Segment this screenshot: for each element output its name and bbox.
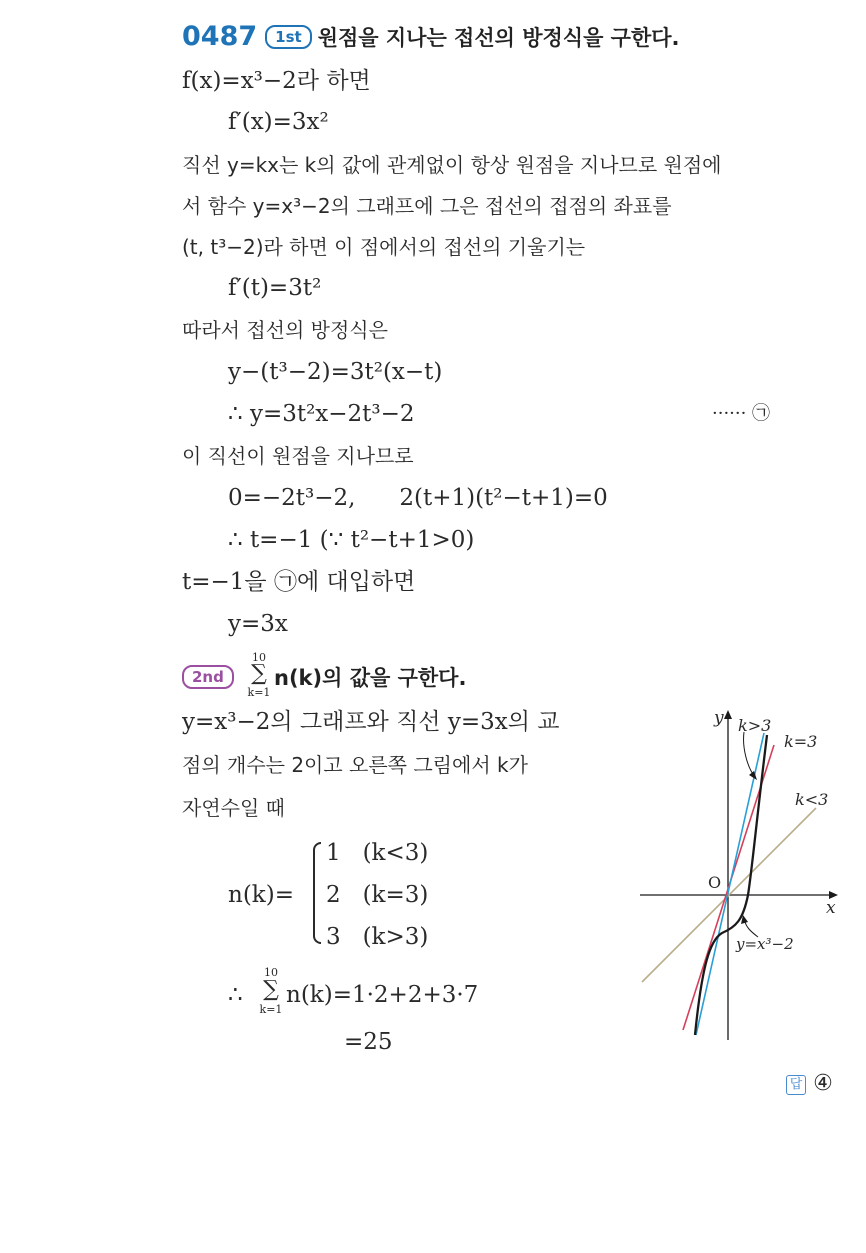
final-sum-bottom: k=1 (259, 1003, 283, 1016)
x-axis-label: x (826, 898, 836, 918)
step1-heading: 원점을 지나는 접선의 방정식을 구한다. (317, 26, 680, 50)
case-1: 1 (k<3) (326, 840, 429, 866)
y-axis-label: y (714, 708, 724, 728)
line-tangent-desc-1: 직선 y=kx는 k의 값에 관계없이 항상 원점을 지나므로 원점에 (182, 153, 722, 177)
tangent-graph (640, 705, 840, 1040)
line-substitute: t=−1을 ㉠에 대입하면 (182, 569, 416, 595)
label-k-gt-3: k>3 (738, 716, 772, 735)
line-result-3x: y=3x (228, 611, 288, 637)
label-k-eq-3: k=3 (784, 732, 818, 751)
step2-header (182, 663, 240, 693)
cases-brace (313, 842, 321, 944)
case-3: 3 (k>3) (326, 924, 429, 950)
label-k-lt-3: k<3 (795, 790, 829, 809)
curve-label: y=x³−2 (736, 935, 794, 953)
line-tangent-eq: y−(t³−2)=3t²(x−t) (228, 359, 443, 385)
answer-value: ④ (813, 1071, 833, 1096)
line-k-gt-3 (696, 733, 764, 1035)
answer (786, 1068, 834, 1098)
step2-sum-bottom: k=1 (247, 686, 271, 699)
line-fprime-t: f′(t)=3t² (228, 275, 322, 301)
line-therefore-eq: 따라서 접선의 방정식은 (182, 318, 388, 342)
answer-icon: 답 (786, 1075, 806, 1095)
step1-badge: 1st (265, 25, 312, 49)
pointer-k-gt (744, 732, 755, 777)
line-cubic-eq: 0=−2t³−2, 2(t+1)(t²−t+1)=0 (228, 485, 608, 511)
case-2: 2 (k=3) (326, 882, 429, 908)
step2-line-1: y=x³−2의 그래프와 직선 y=3x의 교 (182, 709, 560, 735)
final-expression: n(k)=1·2+2+3·7 (286, 982, 479, 1008)
final-sum-top: 10 (264, 966, 278, 979)
step2-sum-top: 10 (252, 651, 266, 664)
problem-number: 0487 (182, 21, 258, 52)
line-fx: f(x)=x³−2라 하면 (182, 68, 371, 94)
final-therefore: ∴ (228, 982, 243, 1008)
line-t-value: ∴ t=−1 (∵ t²−t+1>0) (228, 527, 475, 553)
final-sum-sign: ∑ (263, 977, 279, 1002)
step2-line-3: 자연수일 때 (182, 796, 285, 820)
step2-badge: 2nd (182, 665, 234, 689)
origin-label: O (708, 873, 722, 892)
equation-marker: ······ ㉠ (712, 403, 771, 424)
step2-heading: n(k)의 값을 구한다. (274, 666, 467, 690)
step2-sum-sign: ∑ (251, 661, 267, 686)
line-tangent-desc-3: (t, t³−2)라 하면 이 점에서의 접선의 기울기는 (182, 235, 586, 259)
line-tangent-simplified: ∴ y=3t²x−2t³−2 (228, 401, 415, 427)
line-fprime: f′(x)=3x² (228, 109, 329, 135)
line-passes-origin: 이 직선이 원점을 지나므로 (182, 444, 414, 468)
step2-line-2: 점의 개수는 2이고 오른쪽 그림에서 k가 (182, 753, 528, 777)
line-tangent-desc-2: 서 함수 y=x³−2의 그래프에 그은 접선의 접점의 좌표를 (182, 194, 672, 218)
nk-label: n(k)= (228, 882, 294, 908)
final-result: =25 (344, 1029, 393, 1055)
y-axis-arrow (724, 710, 732, 719)
problem-header (182, 22, 680, 53)
